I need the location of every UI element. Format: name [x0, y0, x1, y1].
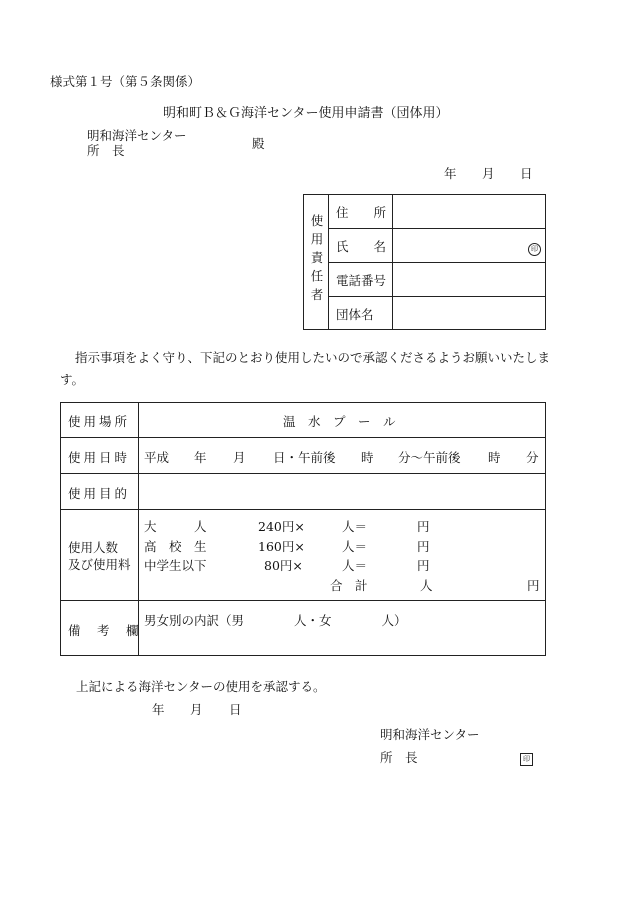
total-yen[interactable]: 円	[527, 578, 540, 593]
fee-price-adult: 240円×	[258, 519, 305, 534]
date-day-label: 日	[520, 166, 533, 181]
approval-month: 月	[190, 702, 203, 717]
fee-people-junior[interactable]: 人＝	[342, 558, 368, 573]
datetime-label: 使用日時	[68, 450, 131, 465]
honorific: 殿	[252, 136, 265, 151]
remarks-label: 備 考 欄	[68, 623, 141, 638]
datetime-hour-start[interactable]: 時	[361, 450, 374, 465]
fee-yen-junior[interactable]: 円	[417, 558, 430, 573]
total-people[interactable]: 人	[420, 578, 433, 593]
fee-category-junior: 中学生以下	[144, 558, 207, 573]
fees-label-line2: 及び使用料	[68, 557, 131, 572]
datetime-min-end[interactable]: 分	[526, 450, 539, 465]
fees-label-line1: 使用人数	[68, 540, 119, 555]
group-name-label: 団体名	[336, 307, 374, 322]
datetime-hour-end[interactable]: 時	[488, 450, 501, 465]
place-label: 使用場所	[68, 414, 131, 429]
approval-text: 上記による海洋センターの使用を承認する。	[76, 679, 326, 694]
applicant-seal-icon	[528, 239, 541, 256]
fee-yen-high-school[interactable]: 円	[417, 539, 430, 554]
fee-price-high-school: 160円×	[258, 539, 305, 554]
name-label: 氏 名	[336, 239, 387, 254]
approval-org: 明和海洋センター	[380, 727, 480, 742]
purpose-field[interactable]	[144, 478, 540, 504]
fee-yen-adult[interactable]: 円	[417, 519, 430, 534]
datetime-month[interactable]: 月	[233, 450, 246, 465]
approval-year: 年	[152, 702, 165, 717]
approval-seal-icon	[520, 749, 533, 766]
datetime-day-ampm[interactable]: 日・午前後	[273, 450, 336, 465]
applicant-seal-mark: 印	[528, 243, 541, 256]
fee-category-adult: 大 人	[144, 519, 207, 534]
fee-category-high-school: 高 校 生	[144, 539, 207, 554]
datetime-era: 平成	[144, 450, 170, 465]
recipient-org: 明和海洋センター	[87, 128, 187, 143]
fee-people-adult[interactable]: 人＝	[342, 519, 368, 534]
phone-label: 電話番号	[336, 273, 387, 288]
fee-price-junior: 80円×	[264, 558, 303, 573]
purpose-label: 使用目的	[68, 486, 131, 501]
total-label: 合 計	[330, 578, 368, 593]
datetime-year[interactable]: 年	[194, 450, 207, 465]
date-year-label: 年	[444, 166, 457, 181]
date-month-label: 月	[482, 166, 495, 181]
remarks-text[interactable]: 男女別の内訳（男 人・女 人）	[144, 613, 407, 628]
fee-people-high-school[interactable]: 人＝	[342, 539, 368, 554]
approval-title: 所 長	[380, 750, 418, 765]
applicant-side-label: 使用責任者	[309, 214, 324, 307]
intro-line-1: 指示事項をよく守り、下記のとおり使用したいので承認くださるようお願いいたしま	[75, 350, 551, 365]
intro-line-2: す。	[60, 372, 85, 387]
approval-seal-mark: 印	[520, 753, 533, 766]
datetime-min-to[interactable]: 分～午前後	[398, 450, 461, 465]
address-label: 住 所	[336, 205, 387, 220]
document-title: 明和町Ｂ＆Ｇ海洋センター使用申請書（団体用）	[163, 106, 449, 121]
recipient-title: 所 長	[87, 143, 125, 158]
place-value: 温 水 プ ー ル	[283, 414, 396, 429]
approval-day: 日	[229, 702, 242, 717]
form-number: 様式第１号（第５条関係）	[50, 74, 201, 89]
